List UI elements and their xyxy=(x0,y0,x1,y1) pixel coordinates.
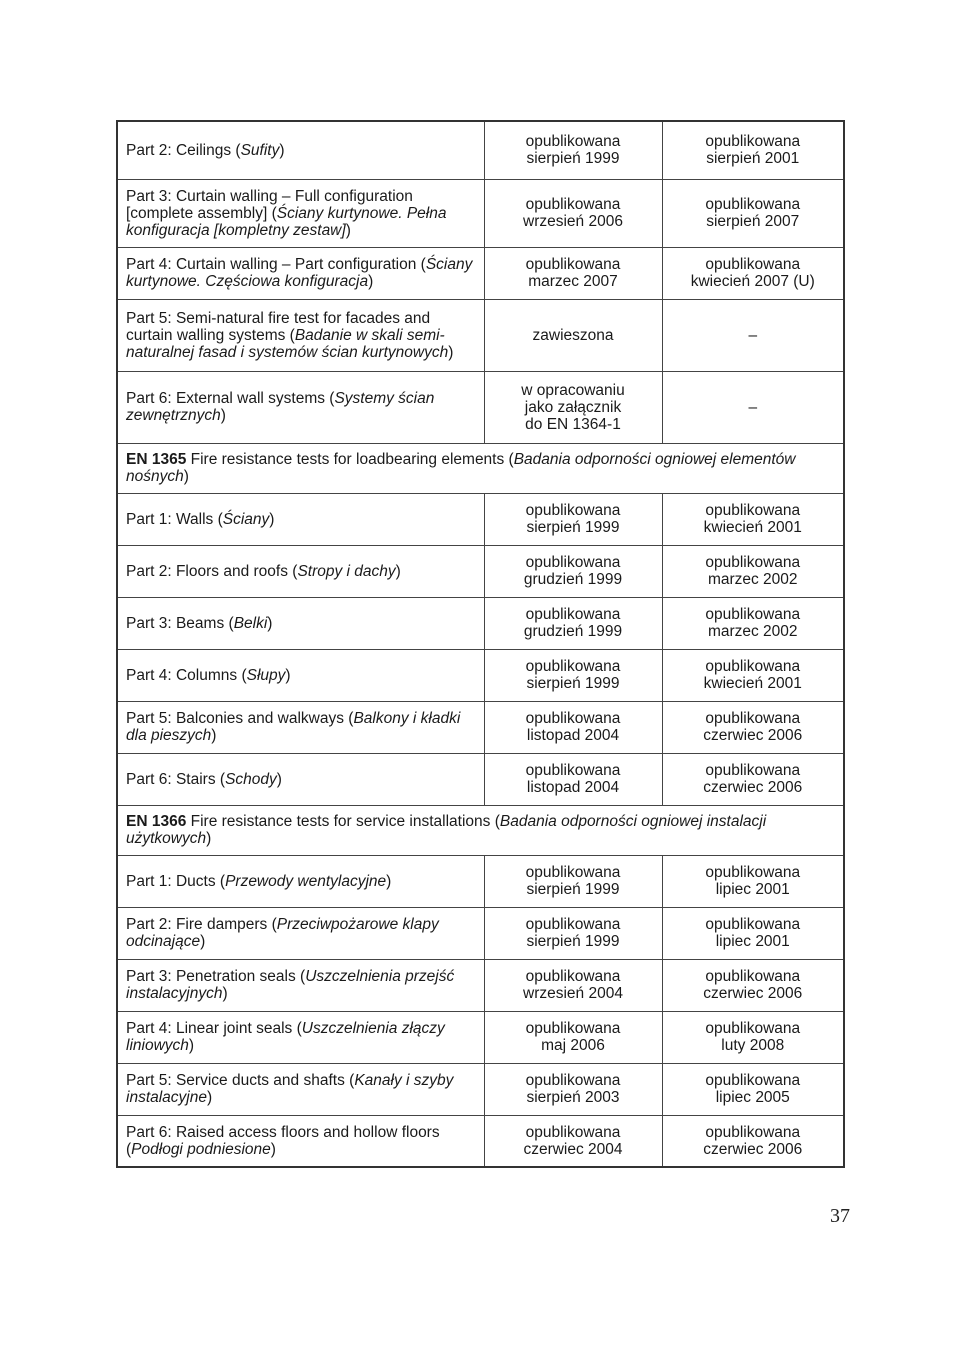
status-cell: opublikowana kwiecień 2001 xyxy=(662,493,844,545)
status-cell: opublikowana grudzień 1999 xyxy=(484,597,662,649)
table-row xyxy=(117,753,844,805)
part-description: Part 5: Service ducts and shafts (Kanały i szyby instalacyjne) xyxy=(117,1063,484,1115)
table-row xyxy=(117,907,844,959)
part-description: Part 3: Penetration seals (Uszczelnienia przejść instalacyjnych) xyxy=(117,959,484,1011)
part-description: Part 6: Raised access floors and hollow floors (Podłogi podniesione) xyxy=(117,1115,484,1167)
table-row xyxy=(117,649,844,701)
status-cell: opublikowana listopad 2004 xyxy=(484,701,662,753)
status-cell: opublikowana marzec 2002 xyxy=(662,545,844,597)
status-cell: opublikowana sierpień 2007 xyxy=(662,179,844,247)
table-row xyxy=(117,855,844,907)
status-cell: zawieszona xyxy=(484,299,662,371)
status-cell: opublikowana lipiec 2001 xyxy=(662,907,844,959)
status-cell: opublikowana sierpień 1999 xyxy=(484,493,662,545)
table-row xyxy=(117,179,844,247)
part-description: Part 6: Stairs (Schody) xyxy=(117,753,484,805)
part-description: Part 4: Curtain walling – Part configuration (Ściany kurtynowe. Częściowa konfiguracja) xyxy=(117,247,484,299)
table-row xyxy=(117,959,844,1011)
part-description: Part 3: Beams (Belki) xyxy=(117,597,484,649)
table-row xyxy=(117,1011,844,1063)
status-cell: opublikowana lipiec 2001 xyxy=(662,855,844,907)
status-cell: opublikowana sierpień 2003 xyxy=(484,1063,662,1115)
part-description: Part 2: Floors and roofs (Stropy i dachy) xyxy=(117,545,484,597)
section-header xyxy=(117,805,844,855)
part-description: Part 5: Balconies and walkways (Balkony i kładki dla pieszych) xyxy=(117,701,484,753)
status-cell: w opracowaniu jako załącznik do EN 1364-1 xyxy=(484,371,662,443)
status-cell: opublikowana czerwiec 2004 xyxy=(484,1115,662,1167)
status-cell: opublikowana marzec 2002 xyxy=(662,597,844,649)
table-row xyxy=(117,597,844,649)
status-cell: opublikowana czerwiec 2006 xyxy=(662,959,844,1011)
section-header xyxy=(117,443,844,493)
status-cell: opublikowana czerwiec 2006 xyxy=(662,753,844,805)
table-row xyxy=(117,371,844,443)
section-title: EN 1366 Fire resistance tests for service installations (Badania odporności ogniowej instalacji użytkowych) xyxy=(117,805,844,855)
status-cell: opublikowana sierpień 1999 xyxy=(484,855,662,907)
part-description: Part 2: Fire dampers (Przeciwpożarowe klapy odcinające) xyxy=(117,907,484,959)
status-cell: – xyxy=(662,371,844,443)
status-cell: opublikowana sierpień 1999 xyxy=(484,121,662,179)
status-cell: opublikowana grudzień 1999 xyxy=(484,545,662,597)
table-row xyxy=(117,701,844,753)
status-cell: opublikowana czerwiec 2006 xyxy=(662,701,844,753)
table-row xyxy=(117,1063,844,1115)
status-cell: opublikowana marzec 2007 xyxy=(484,247,662,299)
part-description: Part 4: Linear joint seals (Uszczelnienia złączy liniowych) xyxy=(117,1011,484,1063)
status-cell: opublikowana sierpień 1999 xyxy=(484,907,662,959)
standards-table xyxy=(116,120,845,1168)
table-row xyxy=(117,247,844,299)
page-number: 37 xyxy=(830,1205,850,1227)
status-cell: opublikowana sierpień 2001 xyxy=(662,121,844,179)
status-cell: opublikowana maj 2006 xyxy=(484,1011,662,1063)
part-description: Part 4: Columns (Słupy) xyxy=(117,649,484,701)
table-row xyxy=(117,545,844,597)
status-cell: opublikowana luty 2008 xyxy=(662,1011,844,1063)
section-title: EN 1365 Fire resistance tests for loadbearing elements (Badania odporności ogniowej elementów nośnych) xyxy=(117,443,844,493)
table-row xyxy=(117,299,844,371)
part-description: Part 2: Ceilings (Sufity) xyxy=(117,121,484,179)
status-cell: opublikowana kwiecień 2007 (U) xyxy=(662,247,844,299)
status-cell: opublikowana sierpień 1999 xyxy=(484,649,662,701)
status-cell: – xyxy=(662,299,844,371)
status-cell: opublikowana czerwiec 2006 xyxy=(662,1115,844,1167)
status-cell: opublikowana listopad 2004 xyxy=(484,753,662,805)
part-description: Part 1: Ducts (Przewody wentylacyjne) xyxy=(117,855,484,907)
table-row xyxy=(117,493,844,545)
part-description: Part 3: Curtain walling – Full configuration [complete assembly] (Ściany kurtynowe. Pełna konfiguracja [kompletny zestaw]) xyxy=(117,179,484,247)
table-row xyxy=(117,121,844,179)
status-cell: opublikowana lipiec 2005 xyxy=(662,1063,844,1115)
table-row xyxy=(117,1115,844,1167)
status-cell: opublikowana kwiecień 2001 xyxy=(662,649,844,701)
status-cell: opublikowana wrzesień 2004 xyxy=(484,959,662,1011)
status-cell: opublikowana wrzesień 2006 xyxy=(484,179,662,247)
part-description: Part 5: Semi-natural fire test for facades and curtain walling systems (Badanie w skali semi-naturalnej fasad i systemów ścian kurtynowych) xyxy=(117,299,484,371)
part-description: Part 6: External wall systems (Systemy ścian zewnętrznych) xyxy=(117,371,484,443)
part-description: Part 1: Walls (Ściany) xyxy=(117,493,484,545)
